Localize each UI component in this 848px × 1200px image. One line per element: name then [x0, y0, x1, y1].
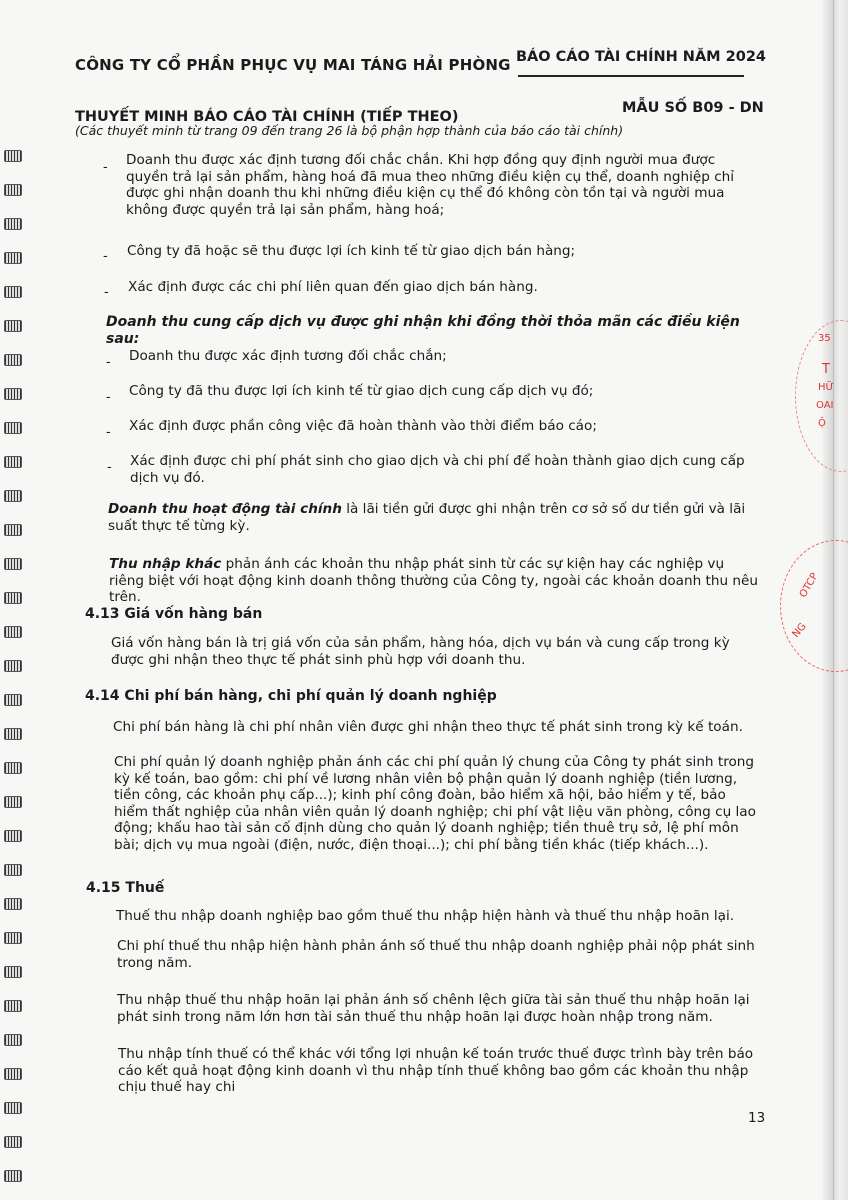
paragraph: Giá vốn hàng bán là trị giá vốn của sản phẩm, hàng hóa, dịch vụ bán và cung cấp trong kỳ được ghi nhận theo thực tế phát sinh phù hợp với doanh thu.: [111, 635, 730, 668]
binder-ring: [4, 524, 22, 536]
binder-ring: [4, 626, 22, 638]
binder-ring: [4, 1034, 22, 1046]
binder-ring: [4, 864, 22, 876]
list-item: Công ty đã hoặc sẽ thu được lợi ích kinh tế từ giao dịch bán hàng;: [127, 243, 576, 259]
binder-ring: [4, 286, 22, 298]
binder-ring: [4, 1068, 22, 1080]
binder-ring: [4, 252, 22, 264]
binder-ring: [4, 388, 22, 400]
list-item: Xác định được các chi phí liên quan đến giao dịch bán hàng.: [128, 279, 538, 295]
binder-ring: [4, 490, 22, 502]
list-item: Doanh thu được xác định tương đối chắc chắn;: [129, 348, 447, 364]
binder-ring: [4, 218, 22, 230]
section-subtitle: (Các thuyết minh từ trang 09 đến trang 26 là bộ phận hợp thành của báo cáo tài chính): [75, 123, 624, 138]
bullet-dash: -: [106, 425, 111, 440]
other-income-text: phản ánh các khoản thu nhập phát sinh từ các sự kiện hay các nghiệp vụ riêng biệt với hoạt động kinh doanh thông thường của Công ty, ngoài các khoản doanh thu nêu trên.: [109, 556, 758, 605]
company-name: CÔNG TY CỔ PHẦN PHỤC VỤ MAI TÁNG HẢI PHÒNG: [75, 56, 511, 74]
binder-ring: [4, 558, 22, 570]
bullet-dash: -: [106, 390, 111, 405]
stamp-fragment: OTCP: [797, 571, 821, 600]
binder-ring: [4, 1102, 22, 1114]
binder-ring: [4, 1170, 22, 1182]
binder-ring: [4, 592, 22, 604]
stamp-arc-lower: [780, 540, 848, 672]
binder-ring: [4, 354, 22, 366]
header-rule: [518, 75, 744, 77]
heading-4-14: 4.14 Chi phí bán hàng, chi phí quản lý doanh nghiệp: [85, 688, 497, 704]
heading-4-15: 4.15 Thuế: [86, 880, 165, 896]
service-revenue-heading: Doanh thu cung cấp dịch vụ được ghi nhận khi đồng thời thỏa mãn các điều kiện sau:: [106, 314, 740, 347]
paragraph: Thuế thu nhập doanh nghiệp bao gồm thuế thu nhập hiện hành và thuế thu nhập hoãn lại.: [116, 908, 735, 924]
binder-ring: [4, 422, 22, 434]
binder-ring: [4, 762, 22, 774]
other-income-paragraph: [109, 556, 759, 606]
binder-ring: [4, 898, 22, 910]
stamp-fragment: OAI: [816, 400, 834, 411]
list-item: Công ty đã thu được lợi ích kinh tế từ giao dịch cung cấp dịch vụ đó;: [129, 383, 594, 399]
binder-ring: [4, 184, 22, 196]
paragraph: Chi phí thuế thu nhập hiện hành phản ánh số thuế thu nhập doanh nghiệp phải nộp phát sinh trong năm.: [117, 938, 755, 971]
report-title: BÁO CÁO TÀI CHÍNH NĂM 2024: [516, 49, 766, 65]
list-item: Xác định được chi phí phát sinh cho giao dịch và chi phí để hoàn thành giao dịch cung cấp dịch vụ đó.: [130, 453, 745, 486]
binder-ring: [4, 728, 22, 740]
form-number: MẪU SỐ B09 - DN: [622, 100, 764, 116]
other-income-term: Thu nhập khác: [109, 556, 222, 572]
paragraph: Thu nhập tính thuế có thể khác với tổng lợi nhuận kế toán trước thuế được trình bày trên báo cáo kết quả hoạt động kinh doanh vì thu nhập tính thuế không bao gồm các khoản thu nhập chịu thuế hay chi: [118, 1046, 754, 1095]
bullet-dash: -: [107, 460, 112, 475]
binder-ring: [4, 150, 22, 162]
binder-ring: [4, 660, 22, 672]
paragraph: Chi phí bán hàng là chi phí nhân viên được ghi nhận theo thực tế phát sinh trong kỳ kế toán.: [113, 719, 743, 735]
binder-ring: [4, 932, 22, 944]
bullet-dash: -: [103, 160, 108, 175]
financial-income-term: Doanh thu hoạt động tài chính: [108, 501, 342, 517]
binder-ring: [4, 830, 22, 842]
binder-ring: [4, 320, 22, 332]
financial-income-text: là lãi tiền gửi được ghi nhận trên cơ sở số dư tiền gửi và lãi suất thực tế từng kỳ.: [108, 501, 746, 534]
bullet-dash: -: [103, 249, 108, 264]
section-title: THUYẾT MINH BÁO CÁO TÀI CHÍNH (TIẾP THEO): [75, 109, 459, 125]
list-item: Doanh thu được xác định tương đối chắc chắn. Khi hợp đồng quy định người mua được quyền trả lại sản phẩm, hàng hoá đã mua theo những điều kiện cụ thể, doanh nghiệp chỉ được ghi nhận doanh thu khi những điều kiện cụ thể đó không còn tồn tại và người mua không được quyền trả lại sản phẩm, hàng hoá;: [126, 152, 735, 218]
stamp-fragment: HỮ: [818, 382, 835, 393]
page-number: 13: [748, 1110, 766, 1126]
binder-ring: [4, 1136, 22, 1148]
heading-4-13: 4.13 Giá vốn hàng bán: [85, 606, 263, 622]
stamp-fragment: Ộ: [818, 418, 826, 429]
bullet-dash: -: [106, 355, 111, 370]
stamp-fragment: T: [822, 362, 830, 377]
binder-ring: [4, 1000, 22, 1012]
binder-ring: [4, 796, 22, 808]
financial-income-paragraph: [108, 501, 758, 534]
stamp-fragment: 35: [818, 333, 831, 344]
binder-ring: [4, 456, 22, 468]
bullet-dash: -: [104, 285, 109, 300]
list-item: Xác định được phần công việc đã hoàn thành vào thời điểm báo cáo;: [129, 418, 597, 434]
binder-ring: [4, 694, 22, 706]
binder-ring: [4, 966, 22, 978]
binder-edge: [0, 0, 28, 1200]
paragraph: Thu nhập thuế thu nhập hoãn lại phản ánh số chênh lệch giữa tài sản thuế thu nhập hoãn lại phát sinh trong năm lớn hơn tài sản thuế thu nhập hoãn lại được hoàn nhập trong năm.: [117, 992, 750, 1025]
stamp-fragment: NG: [790, 621, 809, 640]
paragraph: Chi phí quản lý doanh nghiệp phản ánh các chi phí quản lý chung của Công ty phát sinh trong kỳ kế toán, bao gồm: chi phí về lương nhân viên bộ phận quản lý doanh nghiệp (tiền lương, tiền công, các khoản phụ cấp...); kinh phí công đoàn, bảo hiểm xã hội, bảo hiểm y tế, bảo hiểm thất nghiệp của nhân viên quản lý doanh nghiệp; chi phí vật liệu văn phòng, công cụ lao động; khấu hao tài sản cố định dùng cho quản lý doanh nghiệp; tiền thuê trụ sở, lệ phí môn bài; dịch vụ mua ngoài (điện, nước, điện thoại...); chi phí bằng tiền khác (tiếp khách...).: [114, 754, 756, 853]
